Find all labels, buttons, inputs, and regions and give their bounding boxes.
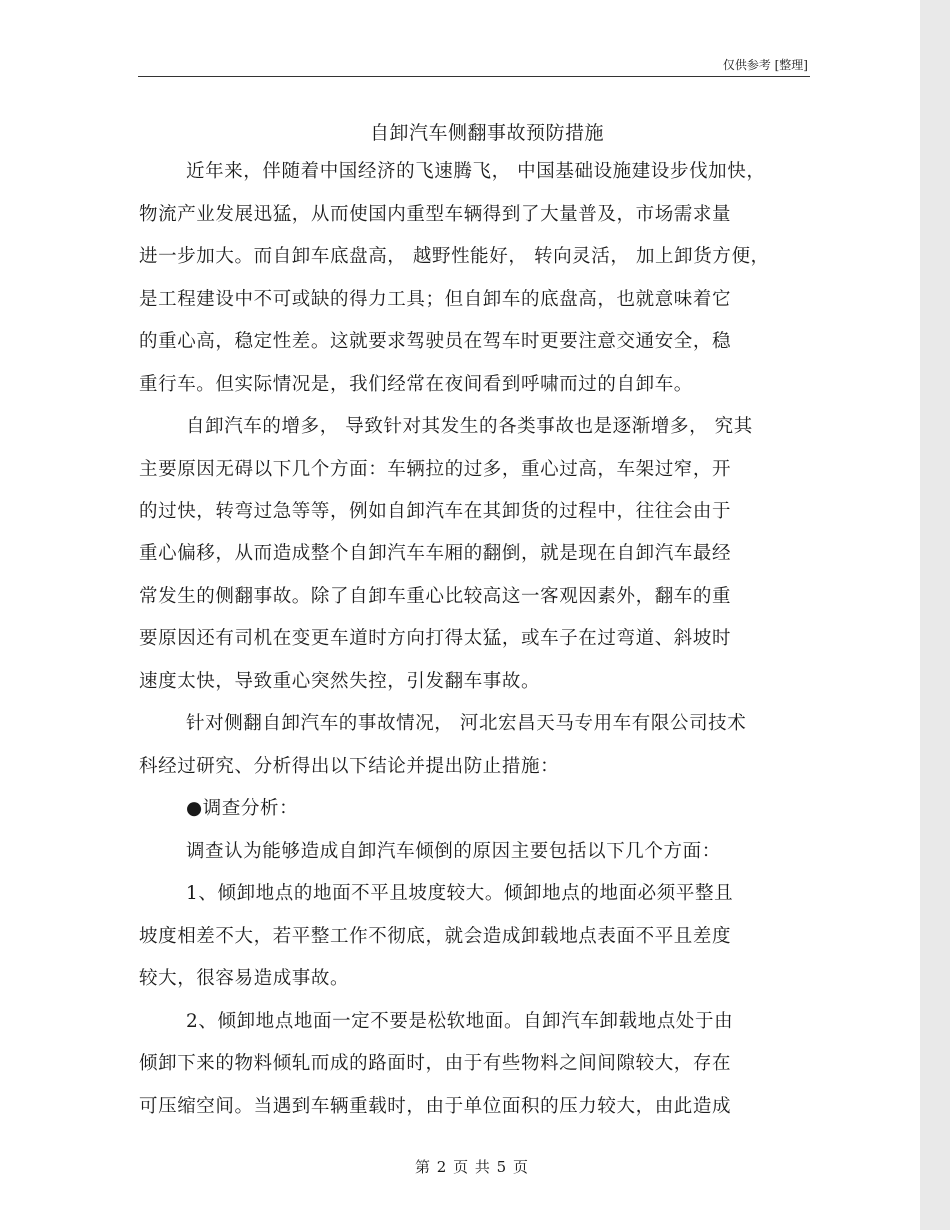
body-line: 近年来，伴随着中国经济的飞速腾飞， 中国基础设施建设步伐加快，: [186, 161, 766, 182]
section-heading: ●调查分析：: [186, 798, 299, 819]
body-line: 主要原因无碍以下几个方面：车辆拉的过多，重心过高，车架过窄，开: [139, 459, 732, 480]
body-line: 常发生的侧翻事故。除了自卸车重心比较高这一客观因素外，翻车的重: [139, 586, 732, 607]
body-line: 坡度相差不大，若平整工作不彻底，就会造成卸载地点表面不平且差度: [139, 926, 732, 947]
body-line: 物流产业发展迅猛，从而使国内重型车辆得到了大量普及，市场需求量: [139, 204, 732, 225]
body-line: 的过快，转弯过急等等，例如自卸汽车在其卸货的过程中，往往会由于: [139, 501, 732, 522]
body-line: 1、倾卸地点的地面不平且坡度较大。倾卸地点的地面必须平整且: [186, 883, 734, 904]
body-line: 速度太快，导致重心突然失控，引发翻车事故。: [139, 671, 541, 692]
body-line: 自卸汽车的增多， 导致针对其发生的各类事故也是逐渐增多， 究其: [186, 416, 753, 437]
body-line: 较大，很容易造成事故。: [139, 968, 350, 989]
body-line: 是工程建设中不可或缺的得力工具；但自卸车的底盘高，也就意味着它: [139, 289, 732, 310]
body-line: 重行车。但实际情况是，我们经常在夜间看到呼啸而过的自卸车。: [139, 374, 693, 395]
body-line: 科经过研究、分析得出以下结论并提出防止措施：: [139, 756, 560, 777]
body-line: 可压缩空间。当遇到车辆重载时，由于单位面积的压力较大，由此造成: [139, 1096, 732, 1117]
body-line: 重心偏移，从而造成整个自卸汽车车厢的翻倒，就是现在自卸汽车最经: [139, 543, 732, 564]
body-line: 针对侧翻自卸汽车的事故情况， 河北宏昌天马专用车有限公司技术: [186, 713, 747, 734]
body-line: 调查认为能够造成自卸汽车倾倒的原因主要包括以下几个方面：: [186, 841, 721, 862]
header-divider: [138, 76, 810, 77]
body-line: 的重心高，稳定性差。这就要求驾驶员在驾车时更要注意交通安全，稳: [139, 331, 732, 352]
body-line: 要原因还有司机在变更车道时方向打得太猛，或车子在过弯道、斜坡时: [139, 628, 732, 649]
document-title: 自卸汽车侧翻事故预防措施: [369, 122, 604, 144]
page-footer: 第 2 页 共 5 页: [415, 1158, 529, 1176]
body-line: 倾卸下来的物料倾轧而成的路面时，由于有些物料之间间隙较大，存在: [139, 1053, 732, 1074]
body-line: 2、倾卸地点地面一定不要是松软地面。自卸汽车卸载地点处于由: [186, 1011, 734, 1032]
body-line: 进一步加大。而自卸车底盘高， 越野性能好， 转向灵活， 加上卸货方便，: [139, 246, 770, 267]
page-header: 仅供参考 [整理]: [722, 58, 808, 72]
